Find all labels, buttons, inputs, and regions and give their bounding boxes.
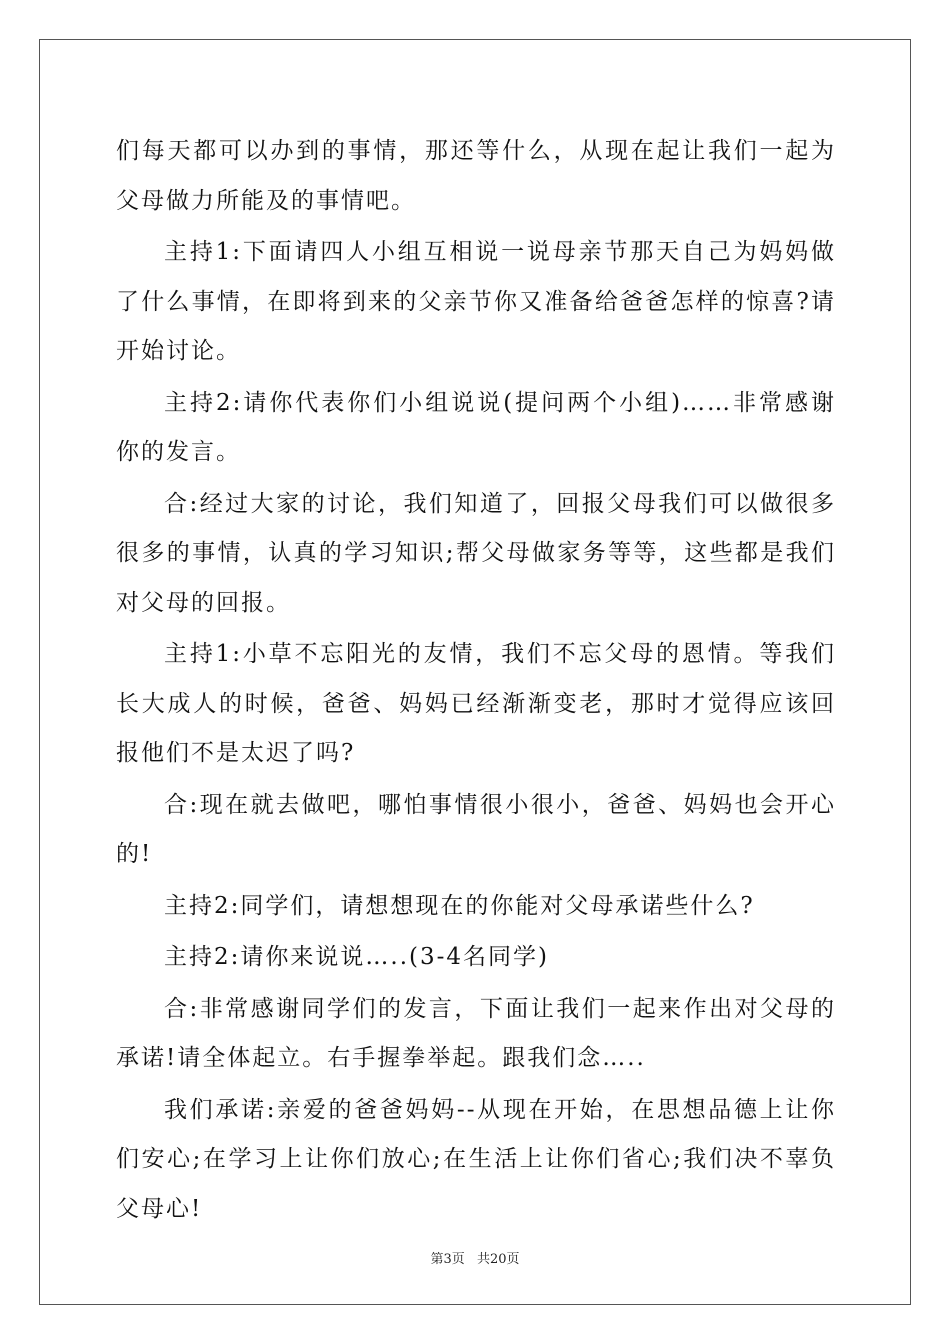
paragraph-3: 主持2:请你代表你们小组说说(提问两个小组)……非常感谢你的发言。 — [116, 389, 836, 465]
page-number: 第3页 — [430, 1252, 465, 1267]
paragraph-6: 合:现在就去做吧，哪怕事情很小很小，爸爸、妈妈也会开心的! — [116, 791, 836, 867]
paragraph-5: 主持1:小草不忘阳光的友情，我们不忘父母的恩情。等我们长大成人的时候，爸爸、妈妈已经渐渐变老，那时才觉得应该回报他们不是太迟了吗? — [116, 641, 836, 766]
paragraph-2: 主持1:下面请四人小组互相说一说母亲节那天自己为妈妈做了什么事情，在即将到来的父亲节你又准备给爸爸怎样的惊喜?请开始讨论。 — [116, 239, 836, 364]
paragraph-9: 合:非常感谢同学们的发言，下面让我们一起来作出对父母的承诺!请全体起立。右手握拳举起。跟我们念….. — [116, 995, 836, 1071]
paragraph-7: 主持2:同学们，请想想现在的你能对父母承诺些什么? — [164, 892, 755, 919]
page-footer — [0, 1248, 950, 1267]
page-total: 共20页 — [476, 1252, 520, 1267]
paragraph-4: 合:经过大家的讨论，我们知道了，回报父母我们可以做很多很多的事情，认真的学习知识;帮父母做家务等等，这些都是我们对父母的回报。 — [116, 490, 836, 616]
document-body — [116, 127, 836, 1236]
paragraph-1: 们每天都可以办到的事情，那还等什么，从现在起让我们一起为父母做力所能及的事情吧。 — [116, 138, 836, 214]
paragraph-8: 主持2:请你来说说…..(3-4名同学) — [164, 944, 549, 970]
paragraph-10: 我们承诺:亲爱的爸爸妈妈--从现在开始，在思想品德上让你们安心;在学习上让你们放心;在生活上让你们省心;我们决不辜负父母心! — [116, 1096, 836, 1222]
